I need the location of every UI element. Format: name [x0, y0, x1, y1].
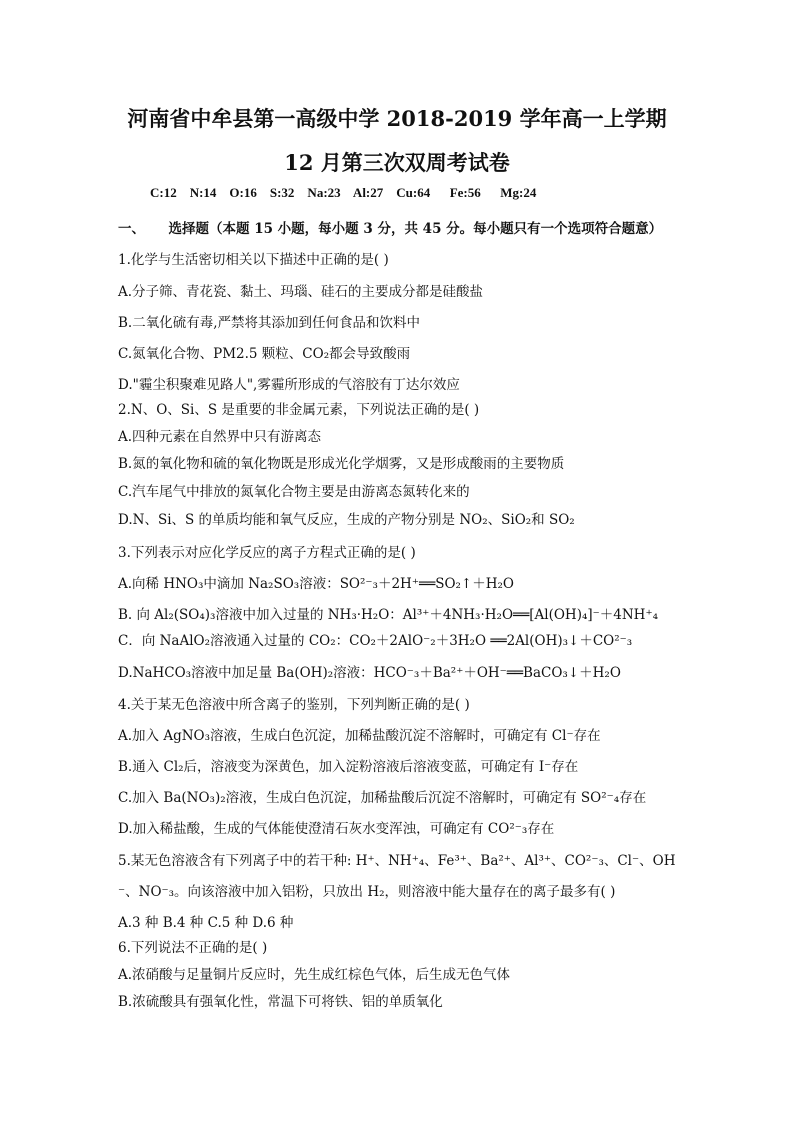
question-4-option-d: D.加入稀盐酸，生成的气体能使澄清石灰水变浑浊，可确定有 CO²⁻₃存在 [118, 821, 555, 837]
question-4-stem: 4.关于某无色溶液中所含离子的鉴别，下列判断正确的是( ) [118, 697, 470, 713]
question-3-option-c: C．向 NaAlO₂溶液通入过量的 CO₂：CO₂＋2AlO⁻₂＋3H₂O ══2Al(OH)₃↓＋CO²⁻₃ [118, 633, 633, 649]
question-1-option-b: B.二氧化硫有毒,严禁将其添加到任何食品和饮料中 [118, 315, 421, 331]
question-5-stem-line2: ⁻、NO⁻₃。向该溶液中加入铝粉，只放出 H₂，则溶液中能大量存在的离子最多有( ) [118, 884, 616, 900]
question-6-stem: 6.下列说法不正确的是( ) [118, 940, 268, 956]
question-3-option-b: B. 向 Al₂(SO₄)₃溶液中加入过量的 NH₃·H₂O：Al³⁺＋4NH₃·H₂O══[Al(OH)₄]⁻＋4NH⁺₄ [118, 607, 658, 623]
question-4-option-c: C.加入 Ba(NO₃)₂溶液，生成白色沉淀，加稀盐酸后沉淀不溶解时，可确定有 SO²⁻₄存在 [118, 790, 647, 806]
question-3-option-a: A.向稀 HNO₃中滴加 Na₂SO₃溶液：SO²⁻₃＋2H⁺══SO₂↑＋H₂O [118, 576, 514, 592]
question-6-option-b: B.浓硫酸具有强氧化性，常温下可将铁、铝的单质氧化 [118, 994, 443, 1010]
question-2-option-b: B.氮的氧化物和硫的氧化物既是形成光化学烟雾，又是形成酸雨的主要物质 [118, 456, 565, 472]
question-6-option-a: A.浓硝酸与足量铜片反应时，先生成红棕色气体，后生成无色气体 [118, 967, 511, 983]
question-3-stem: 3.下列表示对应化学反应的离子方程式正确的是( ) [118, 545, 416, 561]
question-2-option-c: C.汽车尾气中排放的氮氧化合物主要是由游离态氮转化来的 [118, 484, 470, 500]
question-5-stem-line1: 5.某无色溶液含有下列离子中的若干种: H⁺、NH⁺₄、Fe³⁺、Ba²⁺、Al³⁺、CO²⁻₃、Cl⁻、OH [118, 853, 676, 869]
exam-title-line2: 12 月第三次双周考试卷 [284, 150, 510, 175]
question-4-option-b: B.通入 Cl₂后，溶液变为深黄色，加入淀粉溶液后溶液变蓝，可确定有 I⁻存在 [118, 759, 579, 775]
question-4-option-a: A.加入 AgNO₃溶液，生成白色沉淀，加稀盐酸沉淀不溶解时，可确定有 Cl⁻存在 [118, 728, 601, 744]
question-2-option-a: A.四种元素在自然界中只有游离态 [118, 429, 322, 445]
question-1-option-c: C.氮氧化合物、PM2.5 颗粒、CO₂都会导致酸雨 [118, 346, 411, 362]
question-1-option-a: A.分子筛、青花瓷、黏土、玛瑙、硅石的主要成分都是硅酸盐 [118, 284, 484, 300]
question-3-option-d: D.NaHCO₃溶液中加足量 Ba(OH)₂溶液：HCO⁻₃＋Ba²⁺＋OH⁻══BaCO₃↓＋H₂O [118, 665, 621, 681]
question-1-stem: 1.化学与生活密切相关以下描述中正确的是( ) [118, 252, 389, 268]
relative-atomic-masses: C:12 N:14 O:16 S:32 Na:23 Al:27 Cu:64 Fe:56 Mg:24 [150, 185, 537, 200]
question-2-option-d: D.N、Si、S 的单质均能和氧气反应，生成的产物分别是 NO₂、SiO₂和 SO₂ [118, 512, 575, 528]
question-5-options: A.3 种 B.4 种 C.5 种 D.6 种 [118, 915, 294, 931]
section-heading: 一、 选择题（本题 15 小题，每小题 3 分，共 45 分。每小题只有一个选项符合题意） [118, 221, 663, 237]
question-1-option-d: D."霾尘积聚难见路人",雾霾所形成的气溶胶有丁达尔效应 [118, 377, 460, 393]
question-2-stem: 2.N、O、Si、S 是重要的非金属元素，下列说法正确的是( ) [118, 402, 480, 418]
exam-title-line1: 河南省中牟县第一高级中学 2018-2019 学年高一上学期 [127, 106, 667, 131]
